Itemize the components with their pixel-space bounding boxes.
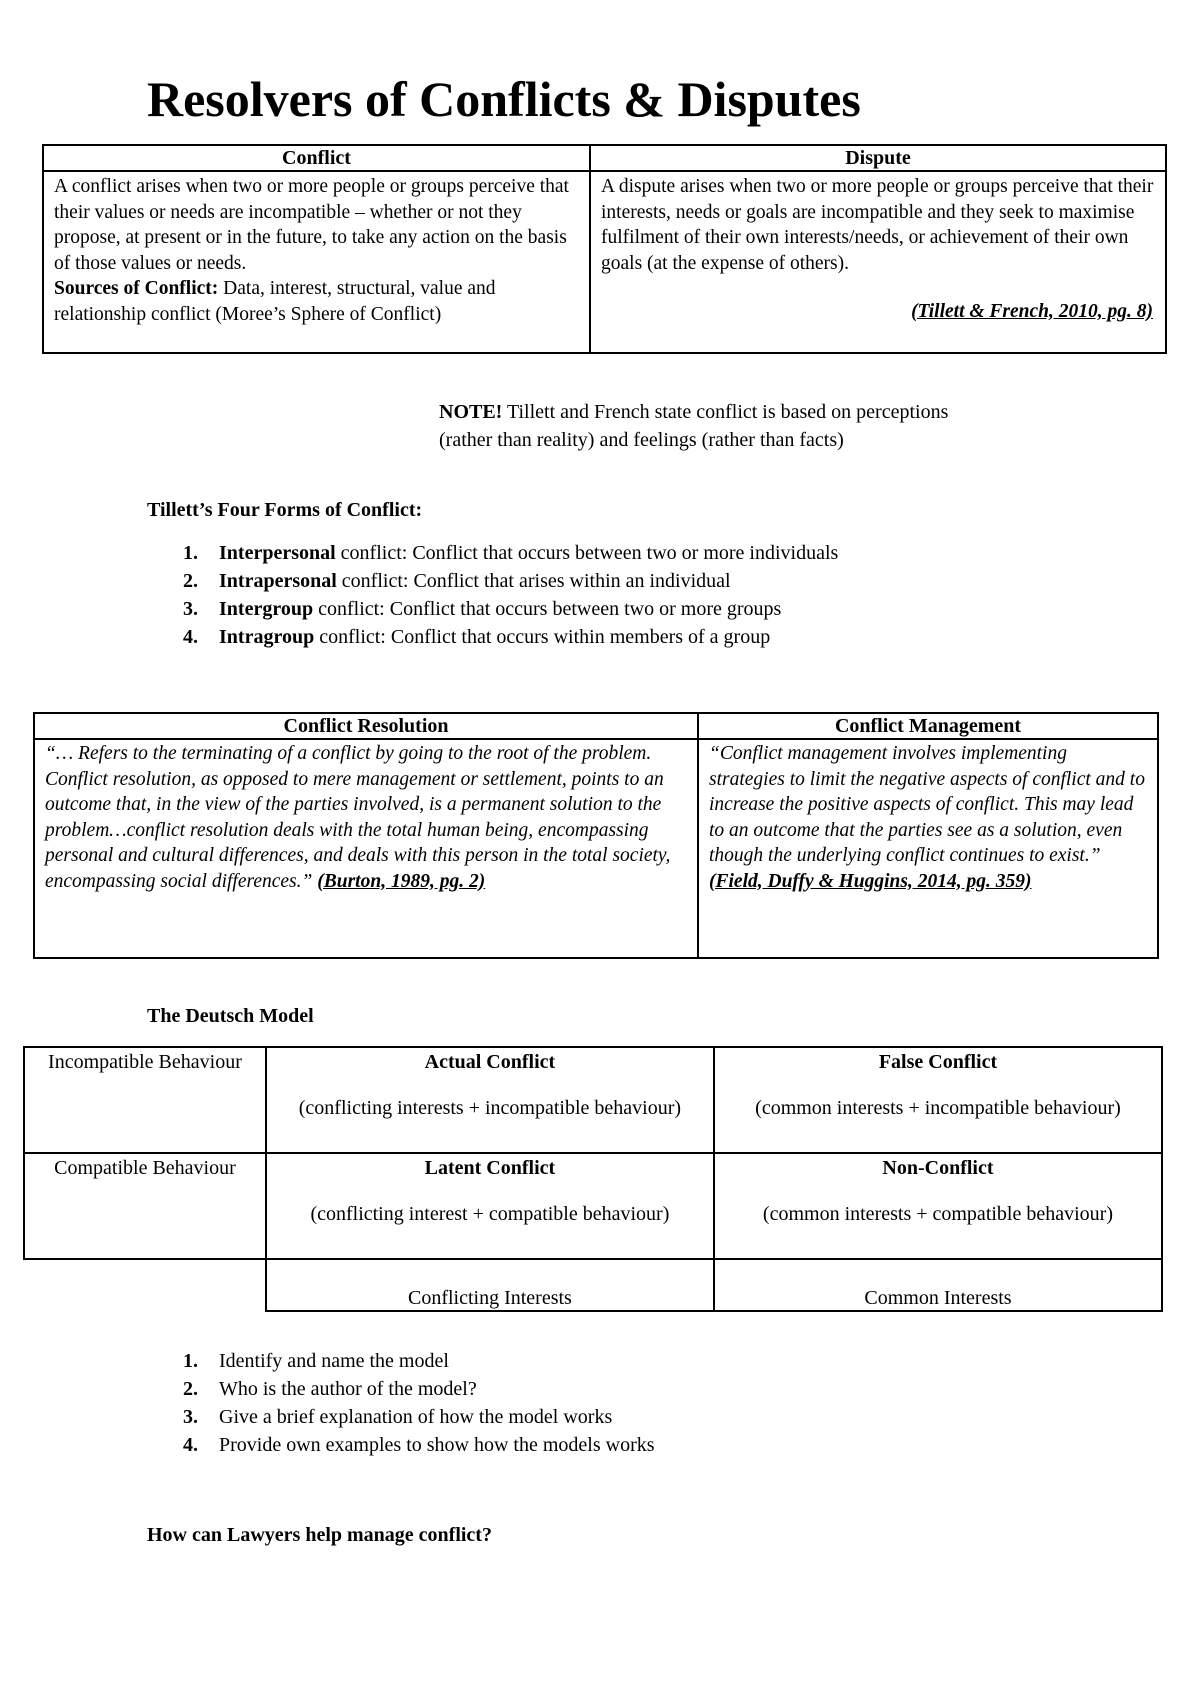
list-item: 4. Intragroup conflict: Conflict that occurs within members of a group [183,626,771,648]
empty-corner [24,1259,266,1311]
dispute-header: Dispute [590,145,1166,171]
conflict-header: Conflict [43,145,590,171]
page-title: Resolvers of Conflicts & Disputes [147,71,861,127]
row-label-incompatible: Incompatible Behaviour [24,1047,266,1153]
list-item: 4. Provide own examples to show how the models works [183,1434,655,1456]
row-label-compatible: Compatible Behaviour [24,1153,266,1259]
management-header: Conflict Management [698,713,1158,739]
dispute-definition: A dispute arises when two or more people or groups perceive that their interests, needs or goals are incompatible and they seek to maximise fulfilment of their own interests/needs, or achievement of their own goals (at the expense of others). [601,176,1154,274]
list-item: 1. Identify and name the model [183,1350,449,1372]
resolution-quote: “… Refers to the terminating of a conflict by going to the root of the problem. Conflict resolution, as opposed to mere management or settlement, points to an outcome that, in the view of the parties involved, is a permanent solution to the problem…conflict resolution deals with the total human being, encompassing personal and cultural differences, and deals with this person in the total society, encompassing social differences.” [45,743,671,892]
resolution-header: Conflict Resolution [34,713,698,739]
note-block [439,398,948,454]
conflict-definition-cell [43,171,590,353]
list-item: 3. Give a brief explanation of how the model works [183,1406,613,1428]
dispute-definition-cell [590,171,1166,353]
latent-conflict-cell: Latent Conflict (conflicting interest + compatible behaviour) [266,1153,714,1259]
false-conflict-cell: False Conflict (common interests + incompatible behaviour) [714,1047,1162,1153]
management-quote-cell [698,739,1158,958]
resolution-quote-cell [34,739,698,958]
list-item: 2. Intrapersonal conflict: Conflict that arises within an individual [183,570,731,592]
forms-list [147,542,838,654]
sources-label: Sources of Conflict: [54,278,219,299]
actual-conflict-cell: Actual Conflict (conflicting interests + incompatible behaviour) [266,1047,714,1153]
forms-heading: Tillett’s Four Forms of Conflict: [147,499,423,521]
note-line2: (rather than reality) and feelings (rather than facts) [439,429,844,451]
management-quote: “Conflict management involves implementing strategies to limit the negative aspects of conflict and to increase the positive aspects of conflict. This may lead to an outcome that the parties see as a solution, even though the underlying conflict continues to exist.” [709,743,1145,866]
final-heading: How can Lawyers help manage conflict? [147,1524,492,1546]
list-item: 3. Intergroup conflict: Conflict that occurs between two or more groups [183,598,782,620]
resolution-management-table [33,712,1159,959]
burton-citation: (Burton, 1989, pg. 2) [317,870,486,892]
questions-list [147,1350,655,1462]
field-citation: (Field, Duffy & Huggins, 2014, pg. 359) [709,870,1032,892]
non-conflict-cell: Non-Conflict (common interests + compatible behaviour) [714,1153,1162,1259]
sources-text: Data, interest, structural, value and relationship conflict (Moree’s Sphere of Conflict) [54,278,496,325]
list-item: 2. Who is the author of the model? [183,1378,477,1400]
axis-common-interests: Common Interests [714,1259,1162,1311]
conflict-definition: A conflict arises when two or more people or groups perceive that their values or needs are incompatible – whether or not they propose, at present or in the future, to take any action on the basis of those values or needs. [54,176,569,274]
axis-conflicting-interests: Conflicting Interests [266,1259,714,1311]
note-label: NOTE! [439,401,503,423]
deutsch-model-table [23,1046,1163,1312]
conflict-dispute-table [42,144,1167,354]
note-line1: Tillett and French state conflict is based on perceptions [502,401,949,423]
deutsch-heading: The Deutsch Model [147,1005,314,1027]
list-item: 1. Interpersonal conflict: Conflict that occurs between two or more individuals [183,542,839,564]
tillett-citation: (Tillett & French, 2010, pg. 8) [911,301,1153,322]
